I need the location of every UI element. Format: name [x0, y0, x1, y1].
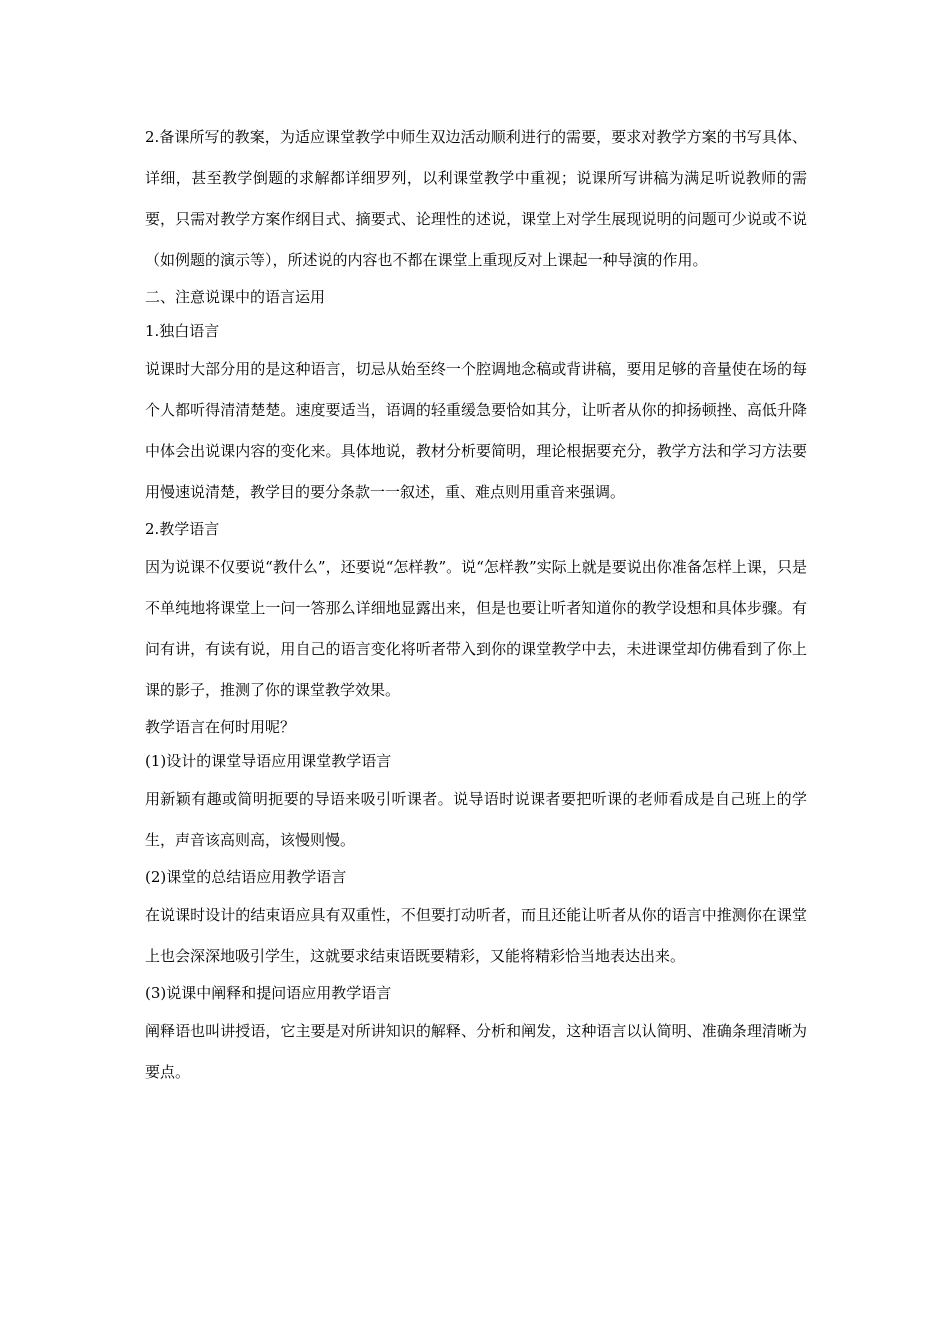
paragraph-monologue-language: 说课时大部分用的是这种语言，切忌从始至终一个腔调地念稿或背讲稿，要用足够的音量使在场的每个人都听得清清楚楚。速度要适当，语调的轻重缓急要恰如其分，让听者从你的抑扬顿挫、高低升降中体会出说课内容的变化来。具体地说，教材分析要简明，理论根据要充分，教学方法和学习方法要用慢速说清楚，教学目的要分条款一一叙述，重、难点则用重音来强调。 — [145, 360, 807, 501]
paragraph-teaching-language: 因为说课不仅要说“教什么”，还要说“怎样教”。说“怎样教”实际上就是要说出你准备怎样上课，只是不单纯地将课堂上一问一答那么详细地显露出来，但是也要让听者知道你的教学设想和具体步骤。有问有讲，有读有说，用自己的语言变化将听者带入到你的课堂教学中去，未进课堂却仿佛看到了你上课的影子，推测了你的课堂教学效果。 — [145, 558, 807, 699]
subheading-monologue-language: 1.独白语言 — [145, 322, 220, 340]
item-2-summary: (2)课堂的总结语应用教学语言 — [145, 868, 347, 886]
question-when-to-use: 教学语言在何时用呢？ — [145, 718, 296, 736]
document-body — [145, 117, 807, 1093]
paragraph-lesson-plan-vs-talk: 2.备课所写的教案，为适应课堂教学中师生双边活动顺利进行的需要，要求对教学方案的书写具体、详细，甚至教学倒题的求解都详细罗列，以利课堂教学中重视；说课所写讲稿为满足听说教师的需要，只需对教学方案作纲目式、摘要式、论理性的述说，课堂上对学生展现说明的问题可少说或不说（如例题的演示等），所述说的内容也不都在课堂上重现反对上课起一种导演的作用。 — [145, 128, 807, 269]
item-3-explanation: (3)说课中阐释和提问语应用教学语言 — [145, 984, 392, 1002]
item-1-lead-in: (1)设计的课堂导语应用课堂教学语言 — [145, 752, 392, 770]
paragraph-summary: 在说课时设计的结束语应具有双重性，不但要打动听者，而且还能让听者从你的语言中推测你在课堂上也会深深地吸引学生，这就要求结束语既要精彩，又能将精彩恰当地表达出来。 — [145, 906, 807, 965]
heading-language-use: 二、注意说课中的语言运用 — [145, 288, 326, 306]
paragraph-explanation: 阐释语也叫讲授语，它主要是对所讲知识的解释、分析和阐发，这种语言以认简明、准确条理清晰为要点。 — [145, 1022, 807, 1081]
subheading-teaching-language: 2.教学语言 — [145, 520, 220, 538]
paragraph-lead-in: 用新颖有趣或简明扼要的导语来吸引听课者。说导语时说课者要把听课的老师看成是自己班上的学生，声音该高则高，该慢则慢。 — [145, 790, 807, 849]
